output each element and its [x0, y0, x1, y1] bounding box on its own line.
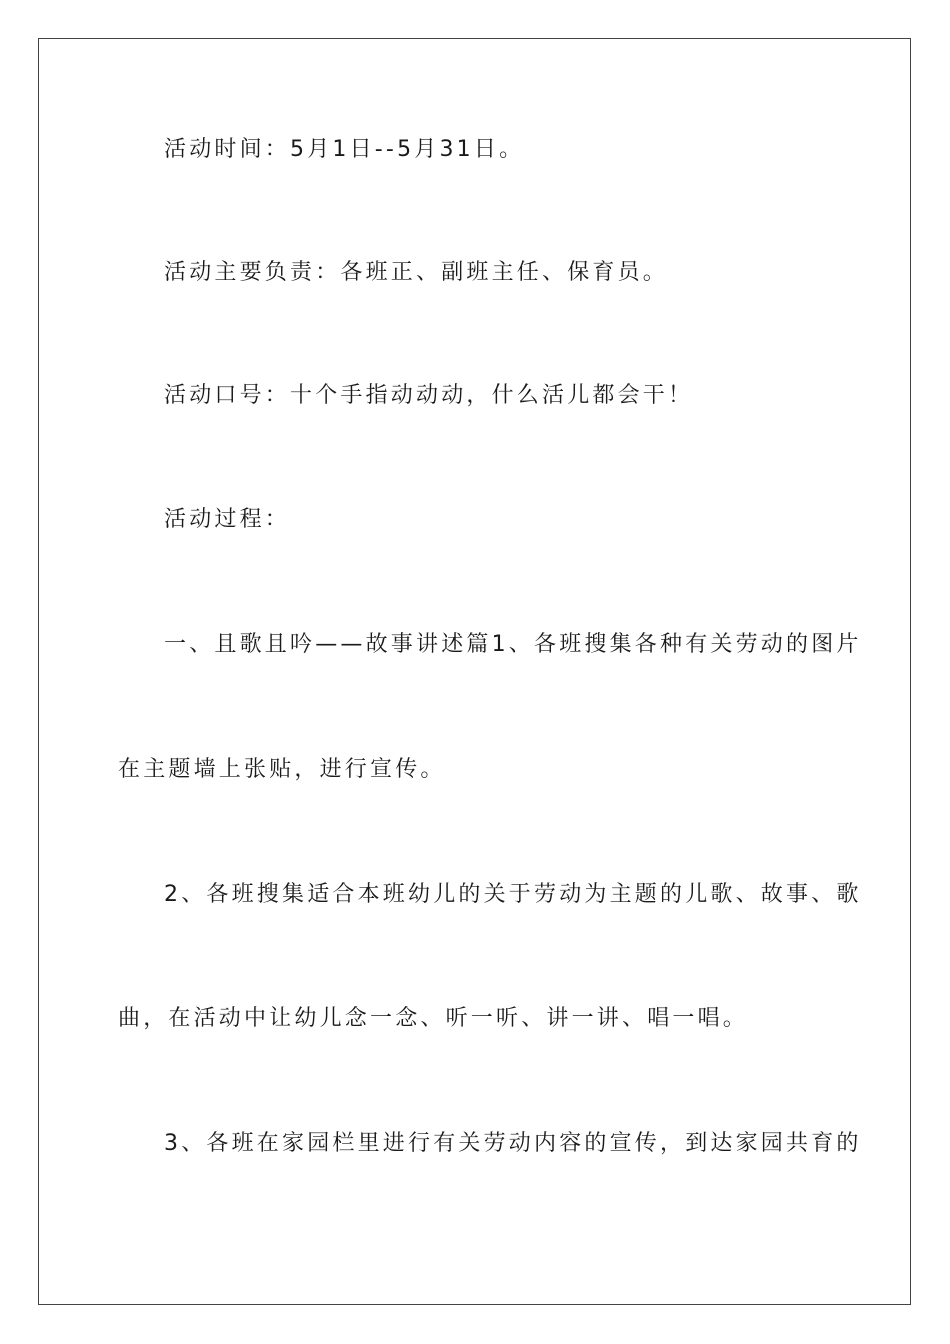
paragraph-activity-responsible: 活动主要负责：各班正、副班主任、保育员。: [164, 260, 669, 285]
paragraph-item-three-line-1: 3、各班在家园栏里进行有关劳动内容的宣传，到达家园共育的: [164, 1131, 862, 1156]
paragraph-item-two-line-2: 曲，在活动中让幼儿念一念、听一听、讲一讲、唱一唱。: [118, 1006, 749, 1031]
paragraph-activity-slogan: 活动口号：十个手指动动动，什么活儿都会干！: [164, 383, 694, 408]
page-border: [38, 38, 911, 1305]
paragraph-section-one-line-1: 一、且歌且吟——故事讲述篇1、各班搜集各种有关劳动的图片: [164, 632, 862, 657]
paragraph-activity-process: 活动过程：: [164, 507, 291, 532]
paragraph-activity-time: 活动时间：5月1日--5月31日。: [164, 137, 525, 162]
paragraph-section-one-line-2: 在主题墙上张贴，进行宣传。: [118, 757, 446, 782]
paragraph-item-two-line-1: 2、各班搜集适合本班幼儿的关于劳动为主题的儿歌、故事、歌: [164, 882, 862, 907]
